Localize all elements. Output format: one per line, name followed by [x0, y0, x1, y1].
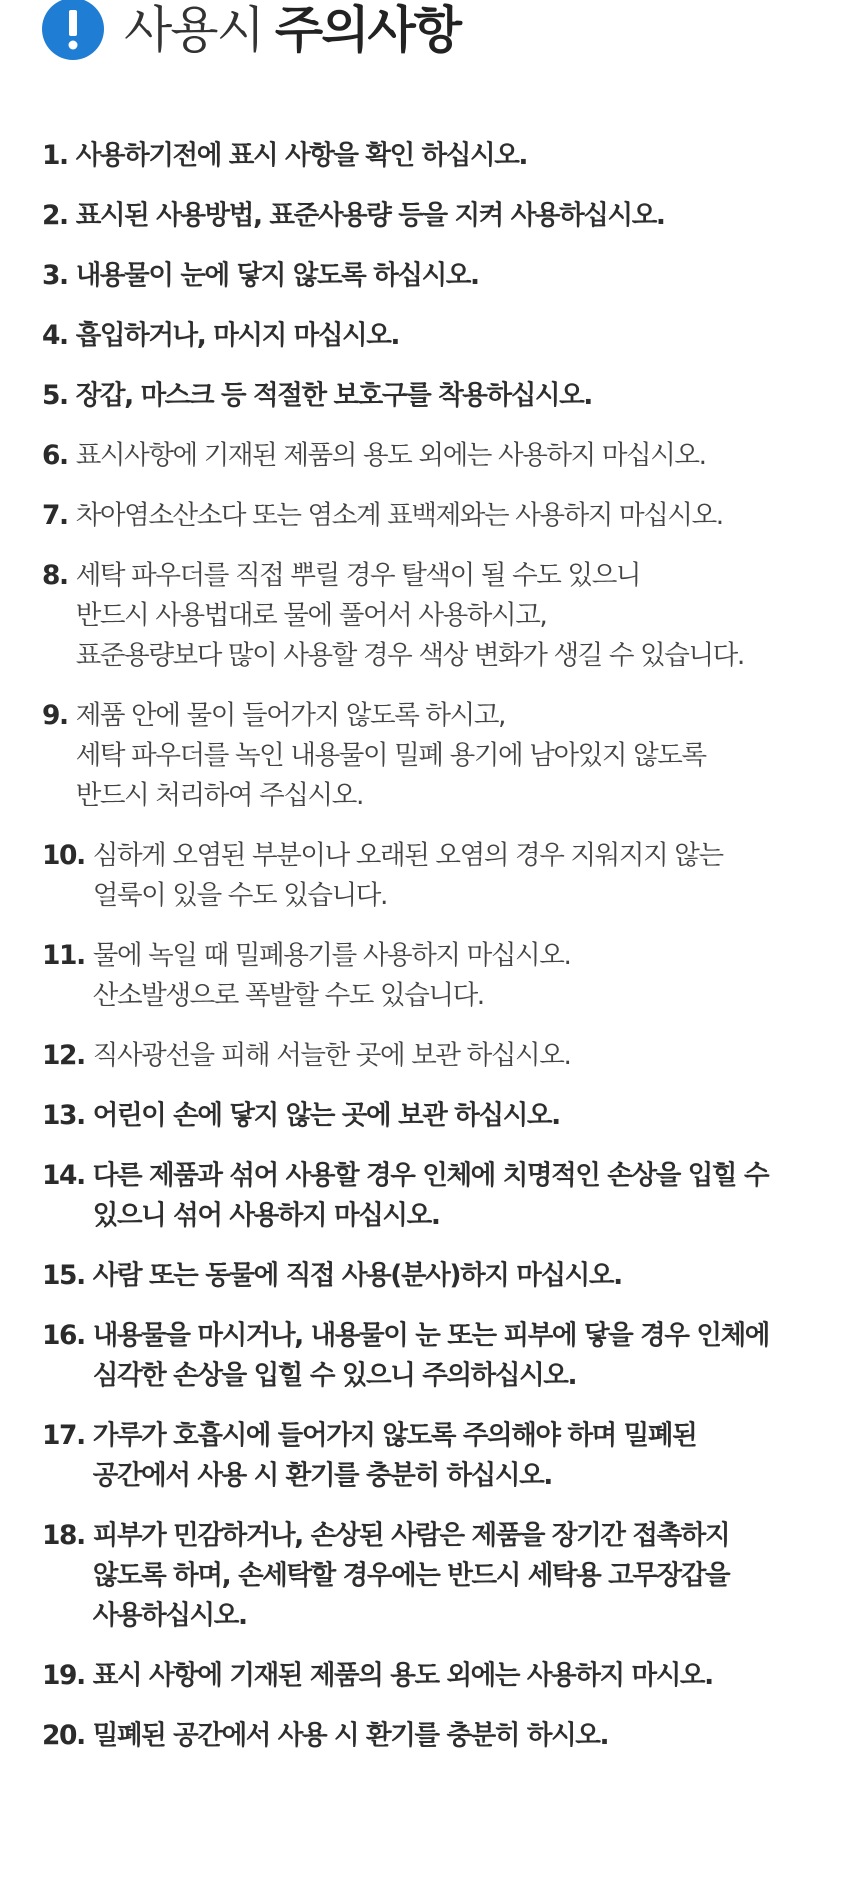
item-text-line: 표시 사항에 기재된 제품의 용도 외에는 사용하지 마시오.	[92, 1660, 713, 1691]
item-text-line: 흡입하거나, 마시지 마십시오.	[75, 320, 400, 351]
page-title-bold: 주의사항	[274, 1, 461, 59]
item-text-line: 표준용량보다 많이 사용할 경우 색상 변화가 생길 수 있습니다.	[75, 640, 744, 671]
item-text-line: 세탁 파우더를 녹인 내용물이 밀폐 용기에 남아있지 않도록	[75, 740, 706, 771]
item-text-line: 반드시 처리하여 주십시오.	[75, 780, 363, 811]
exclamation-circle-icon	[42, 0, 104, 60]
item-text-line: 직사광선을 피해 서늘한 곳에 보관 하십시오.	[92, 1040, 571, 1071]
item-text-line: 장갑, 마스크 등 적절한 보호구를 착용하십시오.	[75, 380, 592, 411]
header	[42, 0, 820, 60]
item-text	[93, 1096, 560, 1136]
list-item	[42, 836, 820, 916]
item-text-line: 다른 제품과 섞어 사용할 경우 인체에 치명적인 손상을 입힐 수	[92, 1160, 769, 1191]
list-item	[42, 1656, 820, 1696]
item-text-line: 표시사항에 기재된 제품의 용도 외에는 사용하지 마십시오.	[75, 440, 706, 471]
item-text	[93, 1156, 768, 1236]
item-text	[76, 496, 723, 536]
item-number: 11.	[42, 940, 85, 971]
item-number: 16.	[42, 1320, 85, 1351]
item-number: 19.	[42, 1660, 85, 1691]
item-number: 13.	[42, 1100, 85, 1131]
list-item	[42, 1256, 820, 1296]
item-text-line: 심각한 손상을 입힐 수 있으니 주의하십시오.	[92, 1360, 577, 1391]
list-item	[42, 376, 820, 416]
item-number: 9.	[42, 700, 68, 731]
item-number: 7.	[42, 500, 68, 531]
item-text-line: 않도록 하며, 손세탁할 경우에는 반드시 세탁용 고무장갑을	[92, 1560, 730, 1591]
list-item	[42, 1096, 820, 1136]
list-item	[42, 436, 820, 476]
list-item	[42, 1156, 820, 1236]
item-text-line: 심하게 오염된 부분이나 오래된 오염의 경우 지워지지 않는	[92, 840, 723, 871]
list-item	[42, 496, 820, 536]
item-text	[76, 696, 706, 816]
item-text	[93, 1716, 608, 1756]
list-item	[42, 196, 820, 236]
item-text	[93, 1416, 697, 1496]
item-text-line: 물에 녹일 때 밀폐용기를 사용하지 마십시오.	[92, 940, 571, 971]
list-item	[42, 556, 820, 676]
item-text-line: 피부가 민감하거나, 손상된 사람은 제품을 장기간 접촉하지	[92, 1520, 730, 1551]
list-item	[42, 1036, 820, 1076]
page-title-light: 사용시	[124, 1, 263, 59]
list-item	[42, 316, 820, 356]
item-text-line: 표시된 사용방법, 표준사용량 등을 지켜 사용하십시오.	[75, 200, 665, 231]
item-text	[93, 836, 723, 916]
item-number: 3.	[42, 260, 68, 291]
list-item	[42, 256, 820, 296]
list-item	[42, 1416, 820, 1496]
item-number: 5.	[42, 380, 68, 411]
item-text-line: 공간에서 사용 시 환기를 충분히 하십시오.	[92, 1460, 552, 1491]
item-text	[93, 1316, 769, 1396]
item-text-line: 세탁 파우더를 직접 뿌릴 경우 탈색이 될 수도 있으니	[75, 560, 641, 591]
item-number: 17.	[42, 1420, 85, 1451]
list-item	[42, 936, 820, 1016]
item-text-line: 사람 또는 동물에 직접 사용(분사)하지 마십시오.	[92, 1260, 622, 1291]
item-text	[93, 1256, 622, 1296]
list-item	[42, 1516, 820, 1636]
item-number: 1.	[42, 140, 68, 171]
item-number: 8.	[42, 560, 68, 591]
list-item	[42, 136, 820, 176]
item-text-line: 가루가 호흡시에 들어가지 않도록 주의해야 하며 밀폐된	[92, 1420, 697, 1451]
item-number: 18.	[42, 1520, 85, 1551]
item-text	[93, 1656, 713, 1696]
item-number: 14.	[42, 1160, 85, 1191]
item-number: 20.	[42, 1720, 85, 1751]
precaution-list	[42, 136, 820, 1756]
item-text-line: 내용물을 마시거나, 내용물이 눈 또는 피부에 닿을 경우 인체에	[92, 1320, 769, 1351]
item-text-line: 얼룩이 있을 수도 있습니다.	[92, 880, 388, 911]
item-number: 12.	[42, 1040, 85, 1071]
item-text	[76, 316, 399, 356]
item-text-line: 내용물이 눈에 닿지 않도록 하십시오.	[75, 260, 479, 291]
item-number: 15.	[42, 1260, 85, 1291]
list-item	[42, 1716, 820, 1756]
item-text	[93, 1516, 729, 1636]
item-number: 10.	[42, 840, 85, 871]
item-text-line: 반드시 사용법대로 물에 풀어서 사용하시고,	[75, 600, 547, 631]
item-text-line: 제품 안에 물이 들어가지 않도록 하시고,	[75, 700, 506, 731]
item-text	[76, 376, 592, 416]
item-number: 4.	[42, 320, 68, 351]
item-text	[93, 1036, 571, 1076]
item-text	[76, 196, 665, 236]
item-text	[76, 556, 744, 676]
item-text-line: 밀폐된 공간에서 사용 시 환기를 충분히 하시오.	[92, 1720, 609, 1751]
item-number: 6.	[42, 440, 68, 471]
list-item	[42, 696, 820, 816]
item-text-line: 있으니 섞어 사용하지 마십시오.	[92, 1200, 440, 1231]
item-text	[76, 136, 527, 176]
item-number: 2.	[42, 200, 68, 231]
page-title	[124, 0, 460, 60]
item-text-line: 사용하기전에 표시 사항을 확인 하십시오.	[75, 140, 528, 171]
item-text	[76, 256, 479, 296]
item-text-line: 어린이 손에 닿지 않는 곳에 보관 하십시오.	[92, 1100, 560, 1131]
item-text	[93, 936, 571, 1016]
list-item	[42, 1316, 820, 1396]
item-text-line: 차아염소산소다 또는 염소계 표백제와는 사용하지 마십시오.	[75, 500, 723, 531]
item-text-line: 사용하십시오.	[92, 1600, 247, 1631]
item-text	[76, 436, 706, 476]
item-text-line: 산소발생으로 폭발할 수도 있습니다.	[92, 980, 484, 1011]
